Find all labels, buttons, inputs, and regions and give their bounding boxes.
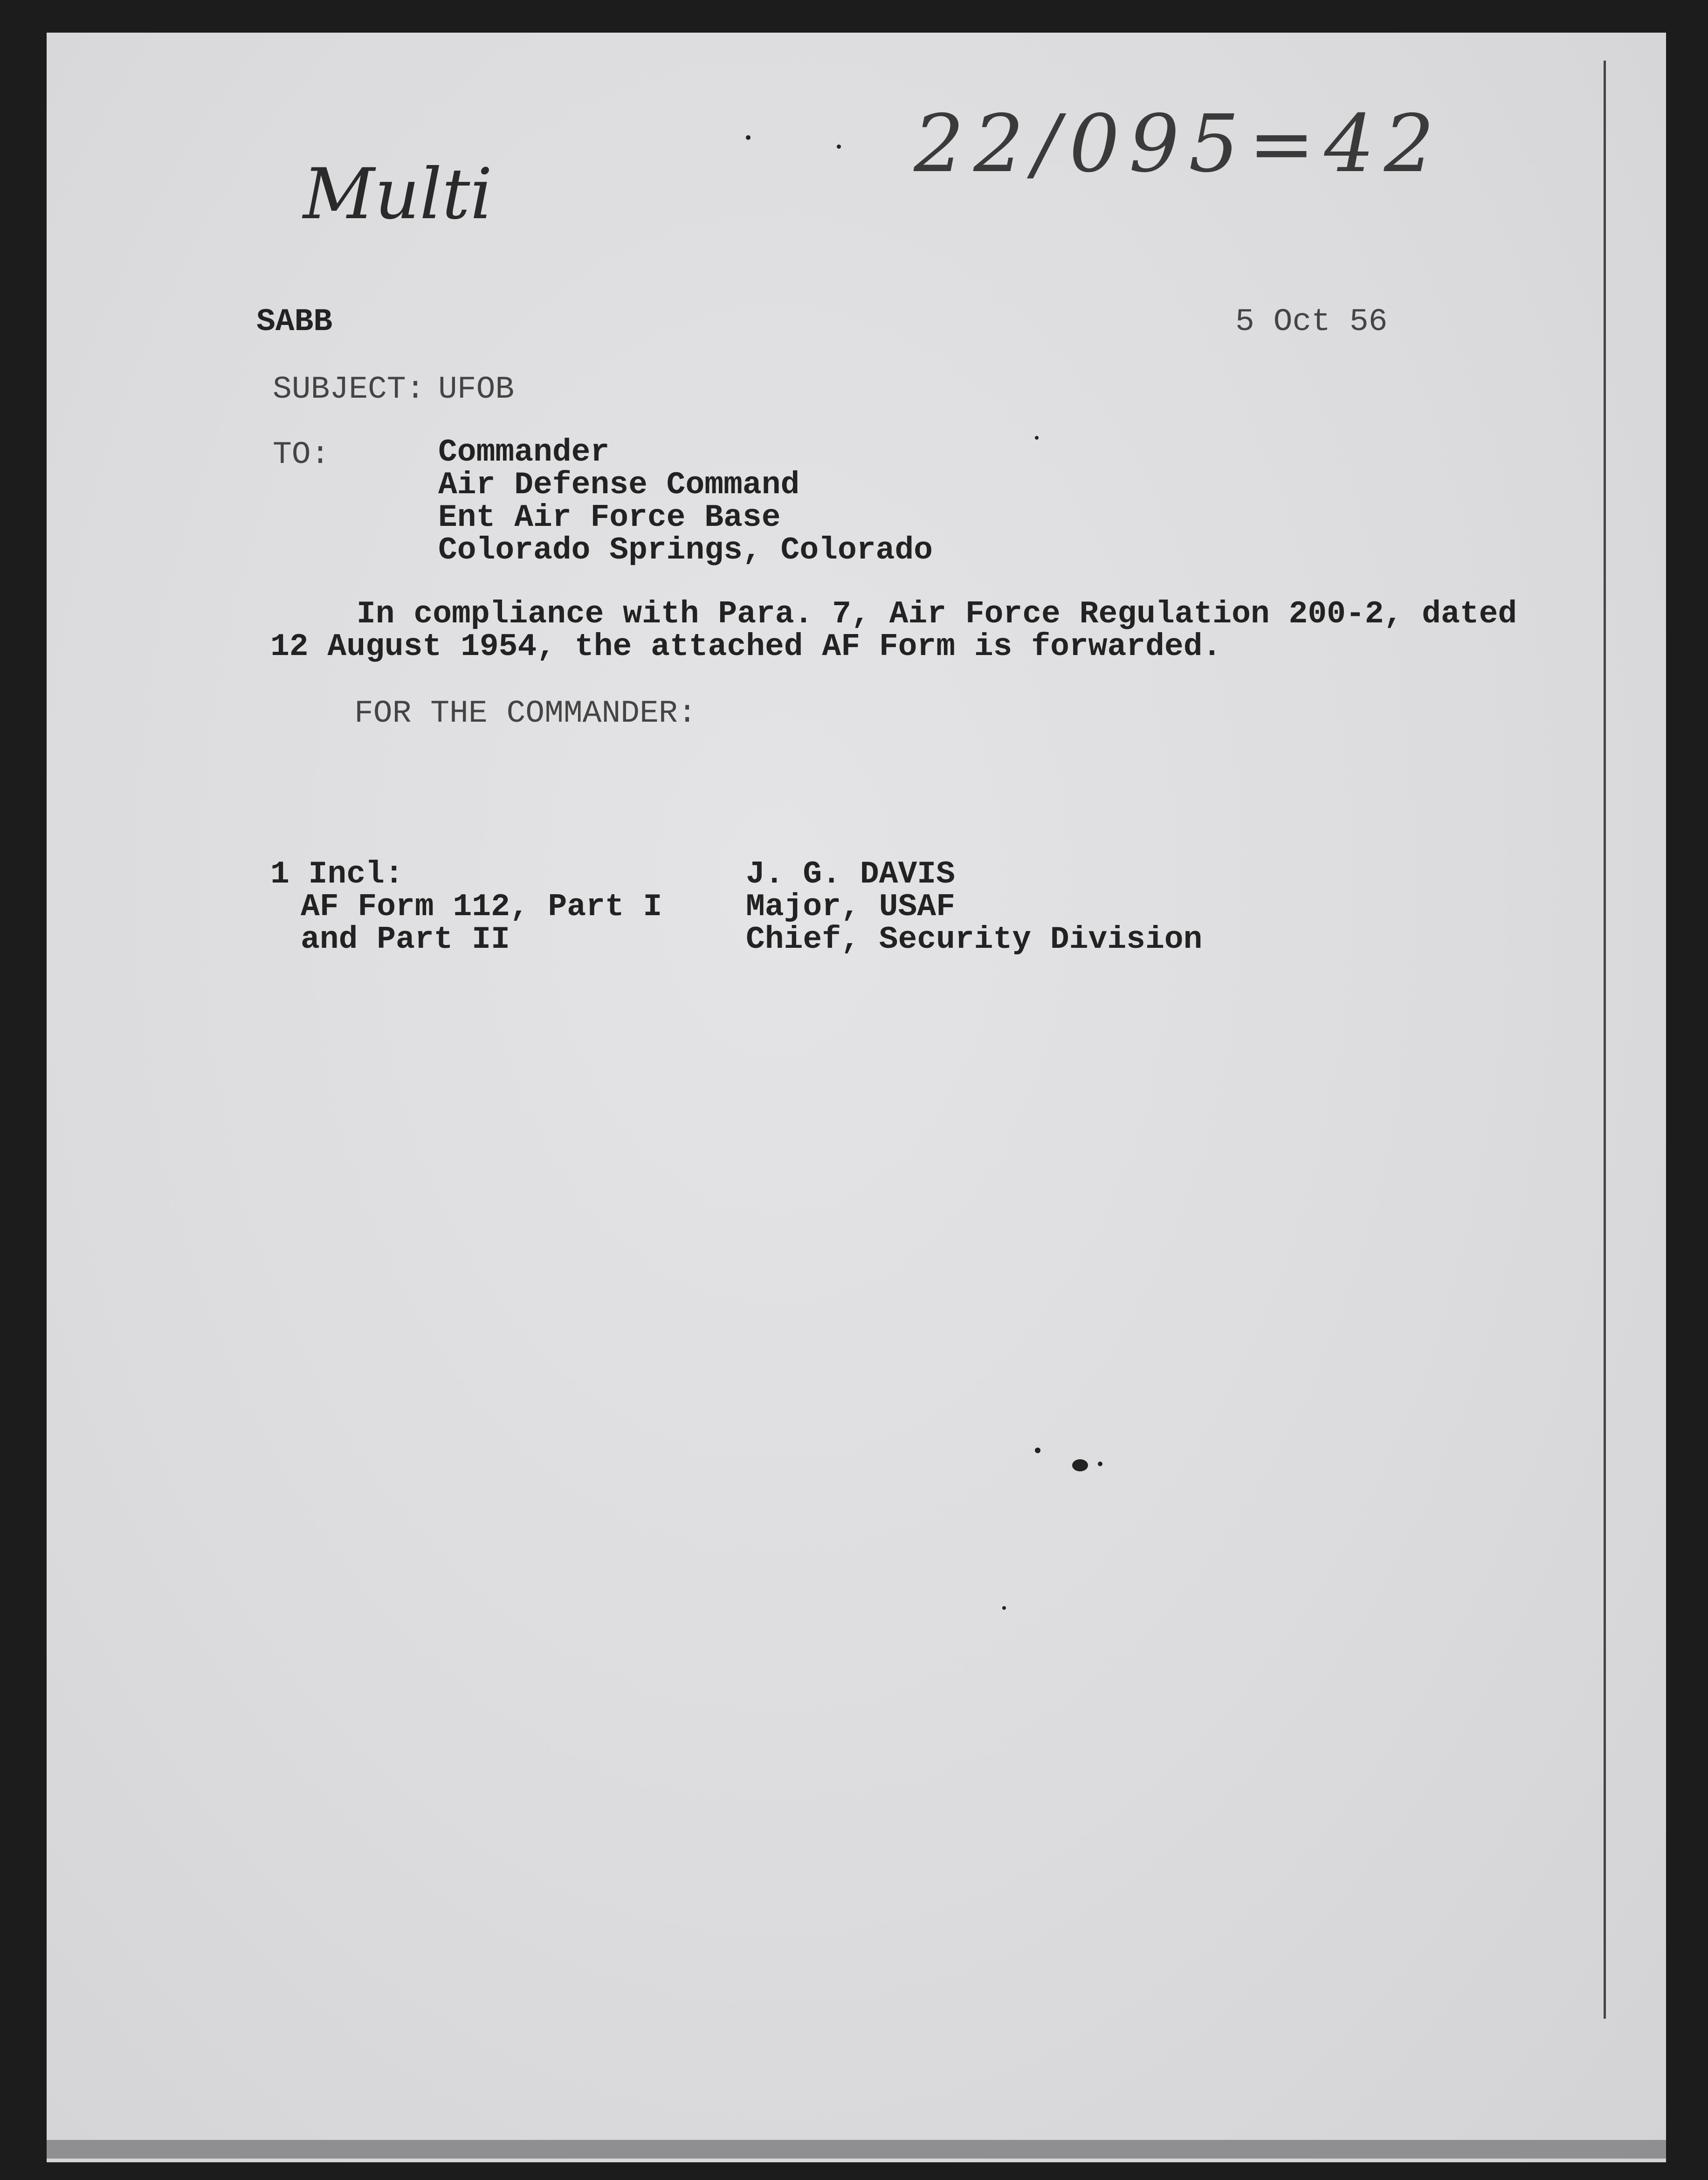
body-line-2: 12 August 1954, the attached AF Form is forwarded. xyxy=(270,629,1222,665)
enclosure-line-1: 1 Incl: xyxy=(270,856,404,892)
ink-speck xyxy=(1035,436,1039,440)
page-edge-line xyxy=(1604,61,1606,2019)
address-line-2: Air Defense Command xyxy=(438,467,800,503)
subject-label: SUBJECT: xyxy=(273,372,425,407)
address-line-4: Colorado Springs, Colorado xyxy=(438,532,933,568)
document-page xyxy=(47,33,1666,2162)
enclosure-line-2: AF Form 112, Part I xyxy=(301,889,662,925)
scan-edge xyxy=(47,2140,1666,2159)
body-line-1: In compliance with Para. 7, Air Force Regulation 200-2, dated xyxy=(357,596,1517,632)
ink-speck xyxy=(1098,1462,1102,1466)
letter-date: 5 Oct 56 xyxy=(1235,304,1388,340)
signature-name: J. G. DAVIS xyxy=(746,856,955,892)
ink-speck xyxy=(1072,1459,1088,1471)
ink-speck xyxy=(1035,1448,1040,1453)
address-line-3: Ent Air Force Base xyxy=(438,500,781,536)
address-line-1: Commander xyxy=(438,435,610,470)
subject-value: UFOB xyxy=(438,372,515,407)
ink-speck xyxy=(746,135,751,140)
ink-speck xyxy=(1002,1606,1006,1610)
handwritten-file-number: 22/095=42 xyxy=(914,98,1444,190)
enclosure-line-3: and Part II xyxy=(301,922,510,958)
to-label: TO: xyxy=(273,437,330,473)
office-symbol: SABB xyxy=(256,304,333,340)
signature-title: Chief, Security Division xyxy=(746,922,1203,958)
handwritten-note-multi: Multi xyxy=(303,154,493,235)
signature-rank: Major, USAF xyxy=(746,889,955,925)
ink-speck xyxy=(837,145,841,149)
closing: FOR THE COMMANDER: xyxy=(354,696,697,731)
